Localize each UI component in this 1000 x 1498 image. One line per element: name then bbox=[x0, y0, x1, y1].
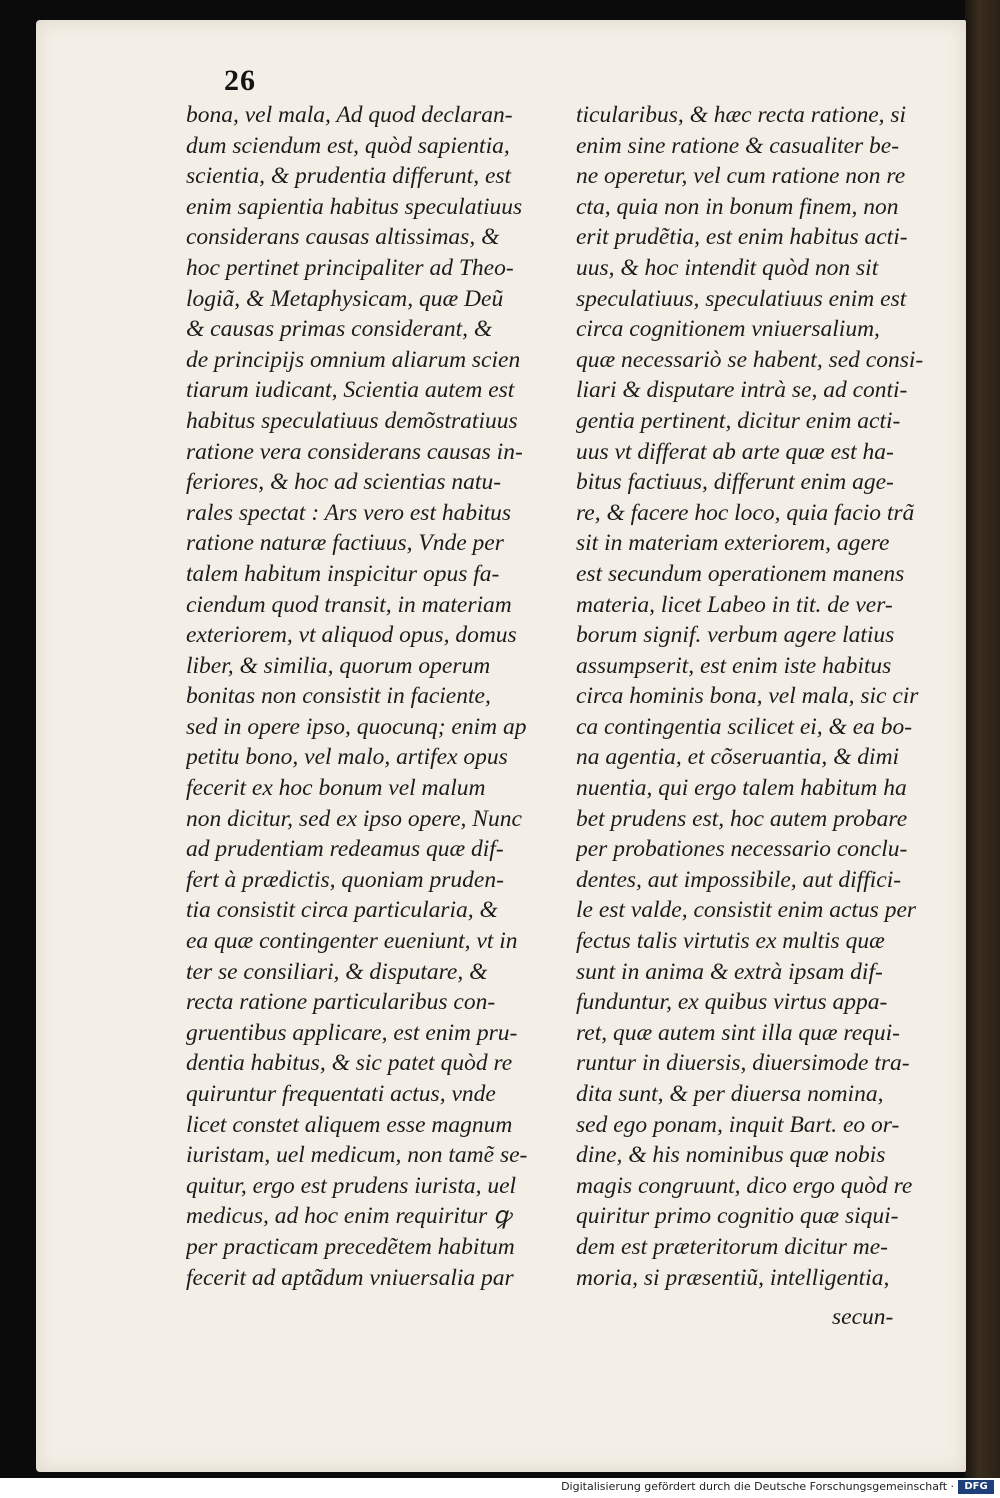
text-line: ca contingentia scilicet ei, & ea bo- bbox=[576, 713, 913, 740]
text-line: ticularibus, & hæc recta ratione, si bbox=[576, 102, 907, 128]
text-line: quæ necessariò se habent, sed consi- bbox=[576, 346, 924, 373]
text-line: gruentibus applicare, est enim pru- bbox=[186, 1019, 518, 1046]
book-edge-shadow bbox=[965, 0, 1000, 1478]
text-line: bitus factiuus, differunt enim age- bbox=[576, 469, 894, 496]
page-number: 26 bbox=[224, 64, 256, 97]
text-line: assumpserit, est enim iste habitus bbox=[576, 652, 892, 679]
digitization-footer bbox=[0, 1478, 1000, 1498]
text-line: le est valde, consistit enim actus per bbox=[576, 897, 917, 924]
text-line: recta ratione particularibus con- bbox=[186, 989, 496, 1016]
text-line: fecerit ex hoc bonum vel malum bbox=[186, 775, 486, 802]
right-text-column bbox=[576, 100, 952, 1293]
text-line: quiruntur frequentati actus, vnde bbox=[186, 1081, 496, 1107]
text-line: dine, & his nominibus quæ nobis bbox=[576, 1142, 886, 1169]
text-line: exteriorem, vt aliquod opus, domus bbox=[186, 622, 517, 649]
text-line: ciendum quod transit, in materiam bbox=[186, 591, 512, 618]
text-line: uus, & hoc intendit quòd non sit bbox=[576, 254, 879, 281]
text-line: petitu bono, vel malo, artifex opus bbox=[186, 744, 508, 771]
text-line: dentes, aut impossibile, aut diffici- bbox=[576, 866, 902, 893]
text-line: quitur, ergo est prudens iurista, uel bbox=[186, 1172, 517, 1199]
text-line: speculatiuus, speculatiuus enim est bbox=[576, 285, 907, 312]
text-line: per probationes necessario conclu- bbox=[576, 836, 908, 863]
text-line: liari & disputare intrà se, ad conti- bbox=[576, 377, 908, 404]
text-line: considerans causas altissimas, & bbox=[186, 224, 500, 251]
text-line: sed in opere ipso, quocunq; enim ap bbox=[186, 713, 527, 740]
text-line: nuentia, qui ergo talem habitum ha bbox=[576, 775, 907, 802]
text-line: erit prudẽtia, est enim habitus acti- bbox=[576, 224, 908, 251]
text-line: re, & facere hoc loco, quia facio trã bbox=[576, 499, 915, 526]
text-line: sunt in anima & extrà ipsam dif- bbox=[576, 958, 883, 985]
text-line: bona, vel mala, Ad quod declaran- bbox=[186, 102, 513, 128]
text-line: dem est præteritorum dicitur me- bbox=[576, 1233, 888, 1260]
text-line: de principijs omnium aliarum scien bbox=[186, 346, 521, 373]
text-line: fert à prædictis, quoniam pruden- bbox=[186, 866, 504, 893]
funding-credit: Digitalisierung gefördert durch die Deutsche Forschungsgemeinschaft · bbox=[561, 1480, 954, 1493]
text-line: fectus talis virtutis ex multis quæ bbox=[576, 928, 885, 955]
text-line: runtur in diuersis, diuersimode tra- bbox=[576, 1050, 910, 1077]
text-line: cta, quia non in bonum finem, non bbox=[576, 193, 899, 220]
text-line: ret, quæ autem sint illa quæ requi- bbox=[576, 1019, 900, 1046]
text-line: & causas primas considerant, & bbox=[186, 316, 493, 343]
text-line: enim sapientia habitus speculatiuus bbox=[186, 193, 523, 220]
text-line: medicus, ad hoc enim requiritur ꝙ bbox=[186, 1203, 511, 1230]
text-line: borum signif. verbum agere latius bbox=[576, 622, 895, 649]
text-line: rales spectat : Ars vero est habitus bbox=[186, 499, 512, 526]
text-line: tiarum iudicant, Scientia autem est bbox=[186, 377, 515, 404]
text-line: non dicitur, sed ex ipso opere, Nunc bbox=[186, 805, 522, 832]
text-line: liber, & similia, quorum operum bbox=[186, 652, 491, 679]
text-line: dentia habitus, & sic patet quòd re bbox=[186, 1050, 513, 1077]
text-line: ratione vera considerans causas in- bbox=[186, 438, 523, 465]
text-line: licet constet aliquem esse magnum bbox=[186, 1111, 513, 1138]
text-line: magis congruunt, dico ergo quòd re bbox=[576, 1172, 913, 1199]
text-line: moria, si præsentiũ, intelligentia, bbox=[576, 1264, 890, 1291]
text-line: talem habitum inspicitur opus fa- bbox=[186, 560, 500, 587]
text-line: est secundum operationem manens bbox=[576, 560, 905, 587]
text-line: tia consistit circa particularia, & bbox=[186, 897, 498, 924]
text-line: bonitas non consistit in faciente, bbox=[186, 683, 491, 710]
text-line: scientia, & prudentia differunt, est bbox=[186, 163, 512, 190]
text-line: habitus speculatiuus demõstratiuus bbox=[186, 407, 518, 434]
catchword: secun- bbox=[832, 1304, 894, 1330]
text-line: ad prudentiam redeamus quæ dif- bbox=[186, 836, 504, 863]
text-line: quiritur primo cognitio quæ siqui- bbox=[576, 1203, 899, 1230]
text-line: sit in materiam exteriorem, agere bbox=[576, 530, 890, 557]
text-line: ea quæ contingenter eueniunt, vt in bbox=[186, 928, 518, 955]
text-line: ne operetur, vel cum ratione non re bbox=[576, 163, 906, 190]
text-line: funduntur, ex quibus virtus appa- bbox=[576, 989, 888, 1016]
text-line: iuristam, uel medicum, non tamẽ se- bbox=[186, 1142, 528, 1169]
text-line: uus vt differat ab arte quæ est ha- bbox=[576, 438, 894, 465]
text-line: hoc pertinet principaliter ad Theo- bbox=[186, 254, 514, 281]
text-line: enim sine ratione & casualiter be- bbox=[576, 132, 900, 159]
text-line: gentia pertinent, dicitur enim acti- bbox=[576, 407, 901, 434]
text-line: sed ego ponam, inquit Bart. eo or- bbox=[576, 1111, 900, 1138]
text-line: per practicam precedẽtem habitum bbox=[186, 1233, 515, 1260]
text-line: logiã, & Metaphysicam, quæ Deũ bbox=[186, 285, 504, 312]
text-line: feriores, & hoc ad scientias natu- bbox=[186, 469, 502, 496]
text-line: circa hominis bona, vel mala, sic cir bbox=[576, 683, 919, 710]
text-line: dita sunt, & per diuersa nomina, bbox=[576, 1081, 884, 1107]
text-line: fecerit ad aptãdum vniuersalia par bbox=[186, 1264, 514, 1291]
text-line: ratione naturæ factiuus, Vnde per bbox=[186, 530, 504, 557]
text-line: na agentia, et cõseruantia, & dimi bbox=[576, 744, 900, 771]
text-line: bet prudens est, hoc autem probare bbox=[576, 805, 908, 832]
text-line: circa cognitionem vniuersalium, bbox=[576, 316, 880, 343]
dfg-logo: DFG bbox=[958, 1480, 994, 1494]
text-line: materia, licet Labeo in tit. de ver- bbox=[576, 591, 893, 618]
left-text-column bbox=[186, 100, 558, 1293]
text-line: ter se consiliari, & disputare, & bbox=[186, 958, 488, 985]
text-line: dum sciendum est, quòd sapientia, bbox=[186, 132, 510, 159]
